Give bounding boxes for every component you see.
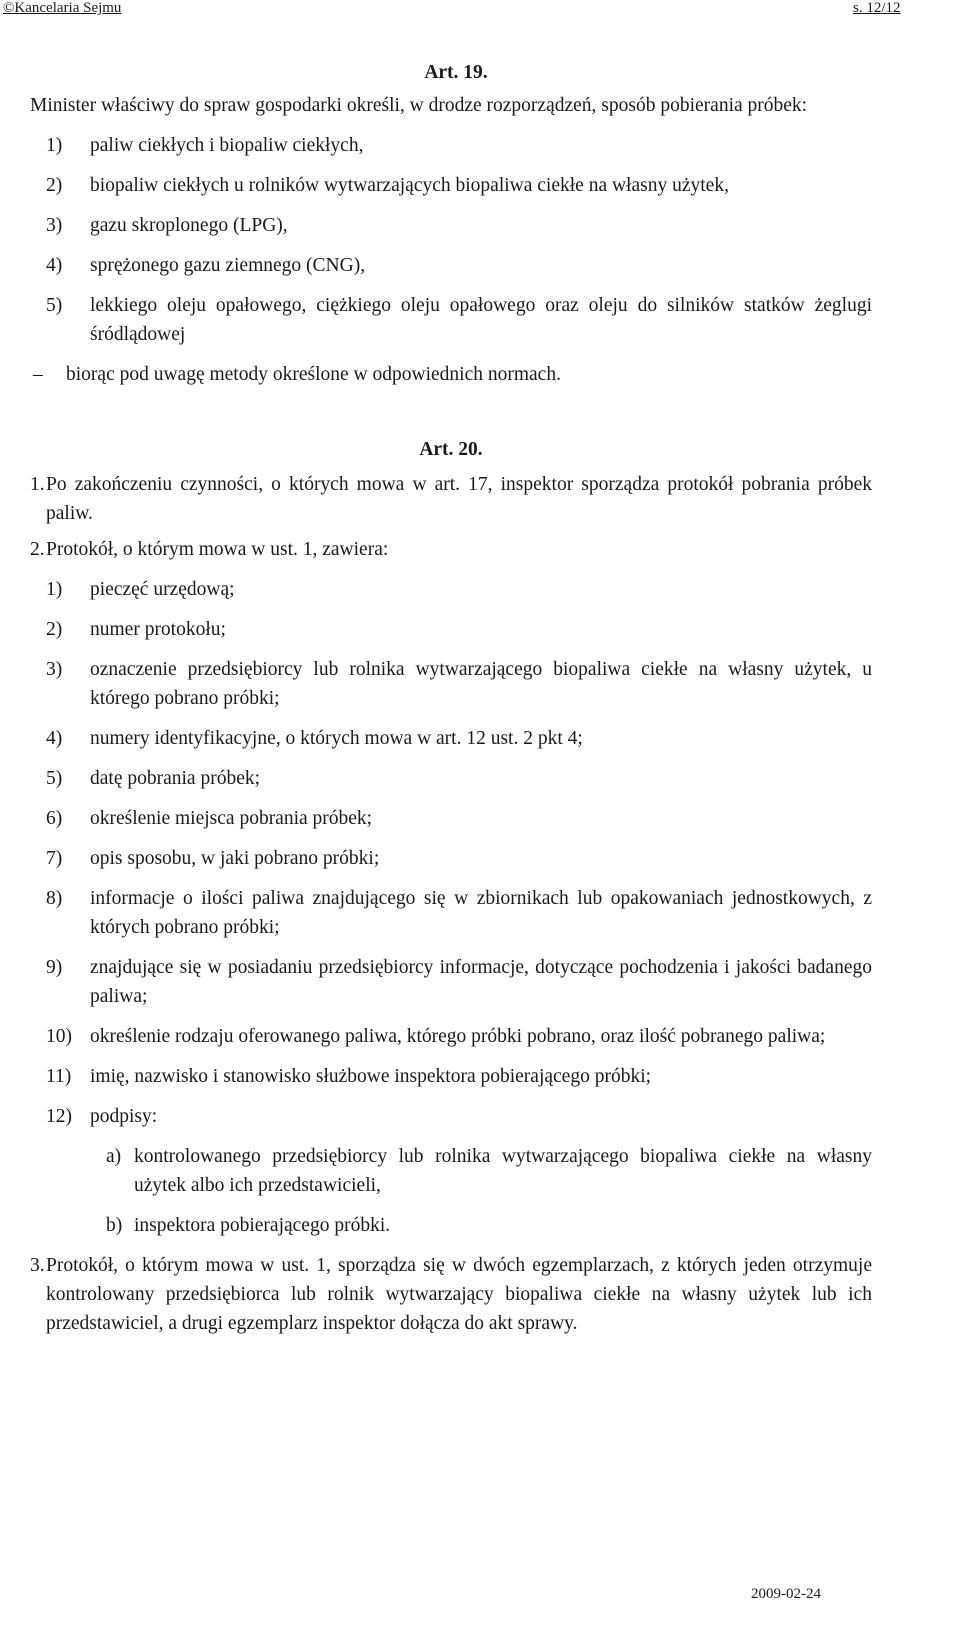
ust-text: Protokół, o którym mowa w ust. 1, zawiera: <box>46 539 389 560</box>
art20-item <box>30 844 872 873</box>
art20-item <box>30 615 872 644</box>
art20-item <box>30 953 872 1011</box>
item-number: 11) <box>46 1066 72 1087</box>
item-number: 3) <box>46 215 63 236</box>
art20-item <box>30 804 872 833</box>
item-number: 2) <box>46 175 63 196</box>
art20-item <box>30 655 872 713</box>
art19-closing-clause <box>30 360 872 389</box>
item-number: 12) <box>46 1106 72 1127</box>
item-text: opis sposobu, w jaki pobrano próbki; <box>90 848 380 869</box>
item-number: 1) <box>46 579 63 600</box>
art19-title: Art. 19. <box>424 62 488 83</box>
art20-item <box>30 1102 872 1131</box>
art20-ust3 <box>30 1251 872 1338</box>
ust-number: 3. <box>30 1255 45 1276</box>
item-number: 4) <box>46 255 63 276</box>
art20-item <box>30 764 872 793</box>
item-number: 6) <box>46 808 63 829</box>
art20-item <box>30 575 872 604</box>
ust-text: Protokół, o którym mowa w ust. 1, sporządza się w dwóch egzemplarzach, z których jeden otrzymuje kontrolowany przedsiębiorca lub rolnik wytwarzający biopaliwa ciekłe na własny użytek lub ich przedstawiciel, a drugi egzemplarz inspektor dołącza do akt sprawy. <box>46 1255 872 1334</box>
art19-item <box>30 251 872 280</box>
item-number: 5) <box>46 768 63 789</box>
item-text: numer protokołu; <box>90 619 226 640</box>
page-header <box>0 0 960 20</box>
item-text: oznaczenie przedsiębiorcy lub rolnika wytwarzającego biopaliwa ciekłe na własny użytek, u którego pobrano próbki; <box>90 659 872 709</box>
art20-item <box>30 884 872 942</box>
item-number: 2) <box>46 619 63 640</box>
item-number: 8) <box>46 888 63 909</box>
item-text: gazu skroplonego (LPG), <box>90 215 288 236</box>
subitem-text: kontrolowanego przedsiębiorcy lub rolnika wytwarzającego biopaliwa ciekłe na własny użytek albo ich przedstawicieli, <box>134 1146 872 1196</box>
item-text: określenie rodzaju oferowanego paliwa, którego próbki pobrano, oraz ilość pobranego paliwa; <box>90 1026 826 1047</box>
dash-marker: – <box>33 364 43 385</box>
art19-item <box>30 171 872 200</box>
item-text: biopaliw ciekłych u rolników wytwarzających biopaliwa ciekłe na własny użytek, <box>90 175 729 196</box>
closing-text: biorąc pod uwagę metody określone w odpowiednich normach. <box>66 364 561 385</box>
art20-item <box>30 724 872 753</box>
art19-item <box>30 131 872 160</box>
art20-title: Art. 20. <box>419 439 483 460</box>
ust-number: 2. <box>30 539 45 560</box>
ust-text: Po zakończeniu czynności, o których mowa w art. 17, inspektor sporządza protokół pobrania próbek paliw. <box>46 474 872 524</box>
item-text: lekkiego oleju opałowego, ciężkiego oleju opałowego oraz oleju do silników statków żeglugi śródlądowej <box>90 295 872 345</box>
art19-intro: Minister właściwy do spraw gospodarki określi, w drodze rozporządzeń, sposób pobierania próbek: <box>30 95 808 116</box>
item-text: imię, nazwisko i stanowisko służbowe inspektora pobierającego próbki; <box>90 1066 652 1087</box>
publisher-link[interactable]: ©Kancelaria Sejmu <box>3 0 122 16</box>
art20-item <box>30 1062 872 1091</box>
item-text: pieczęć urzędową; <box>90 579 235 600</box>
art20-subitem <box>30 1211 872 1240</box>
item-text: informacje o ilości paliwa znajdującego się w zbiornikach lub opakowaniach jednostkowych, z których pobrano próbki; <box>90 888 872 938</box>
item-number: 7) <box>46 848 63 869</box>
item-number: 3) <box>46 659 63 680</box>
item-number: 4) <box>46 728 63 749</box>
item-number: 1) <box>46 135 63 156</box>
item-text: numery identyfikacyjne, o których mowa w art. 12 ust. 2 pkt 4; <box>90 728 583 749</box>
art20-subitem <box>30 1142 872 1200</box>
item-text: podpisy: <box>90 1106 158 1127</box>
page-number-link[interactable]: s. 12/12 <box>853 0 901 16</box>
item-text: określenie miejsca pobrania próbek; <box>90 808 373 829</box>
art19-item <box>30 211 872 240</box>
item-number: 5) <box>46 295 63 316</box>
ust-number: 1. <box>30 474 45 495</box>
publication-date: 2009-02-24 <box>751 1586 821 1602</box>
art20-ust2 <box>30 535 872 564</box>
item-text: sprężonego gazu ziemnego (CNG), <box>90 255 366 276</box>
art19-item <box>30 291 872 349</box>
subitem-letter: a) <box>106 1146 122 1167</box>
subitem-text: inspektora pobierającego próbki. <box>134 1215 391 1236</box>
subitem-letter: b) <box>106 1215 123 1236</box>
item-number: 10) <box>46 1026 72 1047</box>
document-content <box>30 58 872 1338</box>
item-text: znajdujące się w posiadaniu przedsiębiorcy informacje, dotyczące pochodzenia i jakości badanego paliwa; <box>90 957 872 1007</box>
item-text: datę pobrania próbek; <box>90 768 261 789</box>
item-number: 9) <box>46 957 63 978</box>
art20-ust1 <box>30 470 872 528</box>
art20-item <box>30 1022 872 1051</box>
item-text: paliw ciekłych i biopaliw ciekłych, <box>90 135 364 156</box>
